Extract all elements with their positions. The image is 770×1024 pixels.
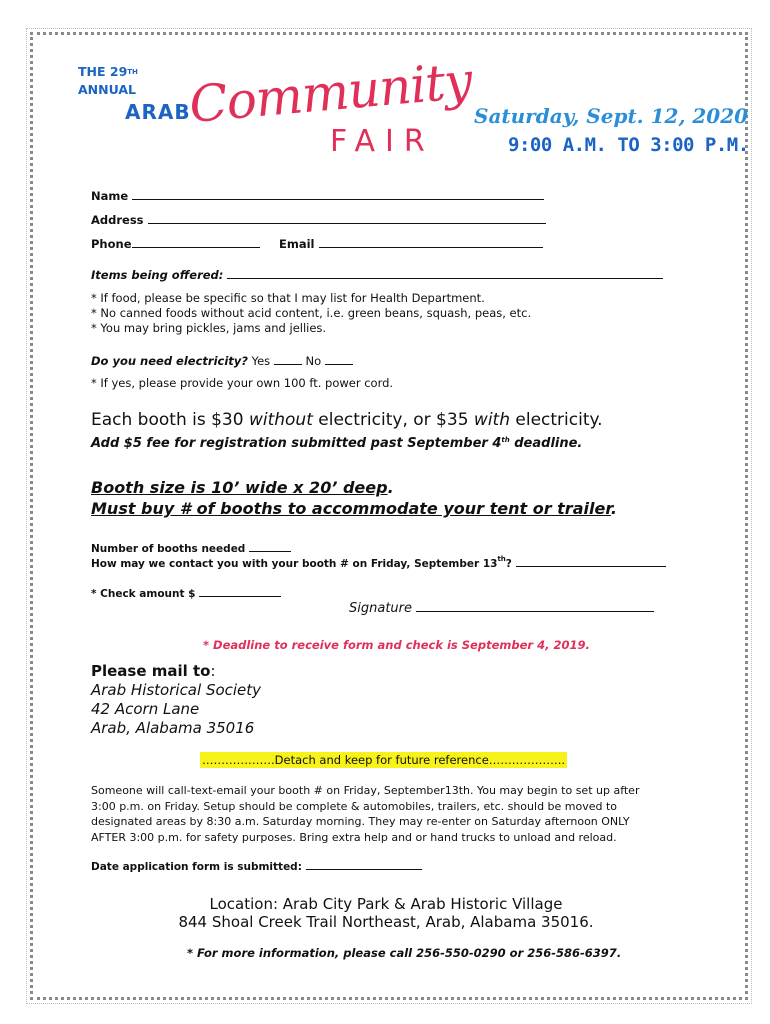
signature-field[interactable]: Signature — [349, 600, 654, 616]
check-amount-field[interactable]: * Check amount $ — [91, 585, 281, 600]
booth-size: Booth size is 10’ wide x 20’ deep. — [91, 478, 394, 497]
info-paragraph: Someone will call-text-email your booth # on Friday, September13th. You may begin to set up after 3:00 p.m. on Friday. Setup should be complete & automobiles, trailers, etc. should be moved to designated areas by 8:30 a.m. Saturday morning. They may re-enter on Saturday afternoon ONLY AFTER 3:00 p.m. for safety purposes. Bring extra help and or hand trucks to unload and reload. — [91, 784, 640, 844]
deadline-notice: * Deadline to receive form and check is September 4, 2019. — [203, 638, 590, 652]
event-date: Saturday, Sept. 12, 2020 — [474, 104, 749, 128]
phone-contact-info: * For more information, please call 256-550-0290 or 256-586-6397. — [187, 946, 622, 960]
electricity-question[interactable]: Do you need electricity? Yes No — [91, 353, 353, 368]
mail-heading: Please mail to: — [91, 662, 216, 680]
arab-title: ARAB — [125, 100, 191, 124]
location-line-1: Location: Arab City Park & Arab Historic Village — [209, 895, 563, 913]
power-cord-note: * If yes, please provide your own 100 ft. power cord. — [91, 376, 394, 390]
note-pickles: * You may bring pickles, jams and jellies. — [91, 321, 327, 335]
email-field[interactable]: Email — [279, 236, 543, 251]
note-canned: * No canned foods without acid content, i.e. green beans, squash, peas, etc. — [91, 306, 532, 320]
phone-field[interactable]: Phone — [91, 236, 260, 251]
annual-label: ANNUAL — [78, 82, 137, 97]
address-field[interactable]: Address — [91, 212, 546, 227]
contact-method-field[interactable]: How may we contact you with your booth # on Friday, September 13th? — [91, 555, 666, 570]
mail-line-1: Arab Historical Society — [91, 681, 262, 699]
name-field[interactable]: Name — [91, 188, 544, 203]
date-submitted-field[interactable]: Date application form is submitted: — [91, 858, 422, 873]
items-offered-field[interactable]: Items being offered: — [91, 267, 663, 282]
community-title: Community — [186, 51, 474, 135]
edition-label: THE 29TH — [78, 64, 138, 79]
mail-line-3: Arab, Alabama 35016 — [91, 719, 255, 737]
location-line-2: 844 Shoal Creek Trail Northeast, Arab, Alabama 35016. — [178, 913, 594, 931]
late-fee: Add $5 fee for registration submitted past September 4th deadline. — [91, 436, 583, 451]
detach-line: ……………….Detach and keep for future reference……………….. — [202, 753, 566, 767]
mail-line-2: 42 Acorn Lane — [91, 700, 200, 718]
event-time: 9:00 A.M. TO 3:00 P.M. — [508, 134, 749, 156]
booths-needed-field[interactable]: Number of booths needed — [91, 540, 291, 555]
note-food: * If food, please be specific so that I may list for Health Department. — [91, 291, 485, 305]
must-buy-booths: Must buy # of booths to accommodate your tent or trailer. — [91, 499, 617, 518]
fair-title: FAIR — [330, 124, 435, 159]
booth-price: Each booth is $30 without electricity, or $35 with electricity. — [91, 410, 603, 430]
